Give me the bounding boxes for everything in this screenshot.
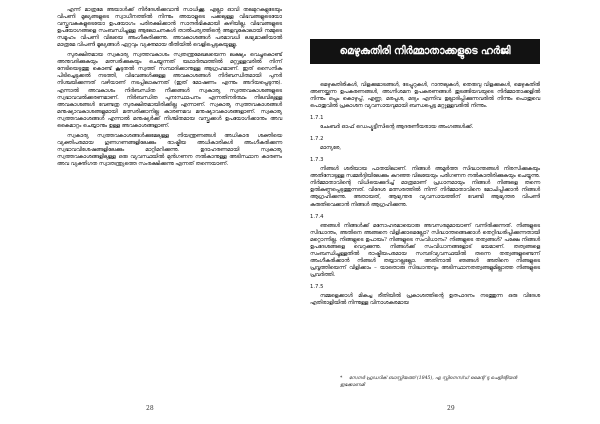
left-paragraph-2: സുരക്ഷിതമായ സ്വകാര്യ സ്വത്തവകാശം സ്വതന്ത്രമേഖലയെന്ന ലക്ഷ്യം വെച്ചുകൊണ്ട് അനുവദിക്കുകയും മത്സരിക്കുകയും ചെയ്യുന്നത് യഥാർത്ഥത്തിൽ മറ്റുള്ളവരിൽ നിന്ന് നേടിയെടുത്തു കൊണ്ട് കൂടുതൽ സ്വത്ത് സമ്പാദിക്കാനുള്ള ആഗ്രഹമാണ്. ഇത് സൈനിക പിടിച്ചെടുക്കൽ നടത്തി, വിഭവങ്ങൾക്കുള്ള അവകാശങ്ങൾ നിർബന്ധിതമായി പുനർ നിശ്ചയിക്കുന്നത് വഴിയാണ് നടപ്പിലാകുന്നത് (ഇത് മോഷണം എന്നും അറിയപ്പെടുന്നു). എന്നാൽ അവകാശം നിർബന്ധിത നീക്കങ്ങൾ സ്വകാര്യ സ്വത്തവകാശങ്ങളുടെ സ്വഭാവവൽക്കരണമാണ്. നിർബന്ധിത പുനഃസ്ഥാപനം എന്നതിനർത്ഥം നിലവിലുള്ള അവകാശങ്ങൾ വേണ്ടത്ര സുരക്ഷിതമായിരിക്കില്ല എന്നാണ്. സ്വകാര്യ സ്വത്തവകാശങ്ങൾ മനുഷ്യാവകാശങ്ങളുമായി മത്സരിക്കാനില്ല കാരണമവ മനുഷ്യാവകാശങ്ങളാണ്. സ്വകാര്യ സ്വത്തവകാശങ്ങൾ എന്നാൽ മനുഷ്യർക്ക് നിശ്ചിതമായ വസ്തുക്കൾ ഉപയോഗിക്കാനും അവ കൈമാറ്റം ചെയ്യാനും ഉള്ള അവകാശങ്ങളാണ്. <box>57 52 282 129</box>
section-text-1-7-4: ഞങ്ങൾ നിങ്ങൾക്ക് മനോഹരമായൊരു അവസരമുമായാണ് വന്നിരിക്കുന്നത്. നിങ്ങളുടെ സിദ്ധാന്തം, അതിനെ അങ്ങനെ വിളിക്കാമെല്ലോ? സിദ്ധാന്തങ്ങെക്കാൾ തെറ്റിദ്ധരിപ്പിക്കുന്നതായി മറ്റൊന്നില്ല. നിങ്ങളുടെ ഉപായം? നിങ്ങളുടെ സംവിധാനം? നിങ്ങളുടെ തത്വങ്ങൾ? പക്ഷേ നിങ്ങൾ ഉപദേശങ്ങളെ വെറുക്കുന്നു. നിങ്ങൾക്ക് സംവിധാനങ്ങളോട് ഭയമാണ്. തത്വങ്ങളെ സംബന്ധിച്ചുള്ളതിൽ രാഷ്ട്രീയപരമായ സമ്പദ്‌വ്യവസ്ഥയിൽ തന്നെ തത്വങ്ങളുണ്ടെന്ന് അംഗീകരിക്കാൻ നിങ്ങൾ തയ്യാറല്ലല്ലോ. അതിനാൽ ഞങ്ങൾ അതിനെ നിങ്ങളുടെ പ്രവൃത്തിയെന്ന് വിളിക്കാം – യാതൊരു സിദ്ധാന്തവും അടിസ്ഥാനതത്വങ്ങളുമില്ലാത്ത നിങ്ങളുടെ പ്രവർത്തി. <box>310 222 540 278</box>
left-paragraph-1: എന്ന് മാത്രമേ അയാൾക്ക് നിർദേശിക്കുവാൻ സാധിക്കൂ. എല്ലാ ഓവി തലമുറകളുടേയും വിപണി മൂല്യങ്ങളുടെ സ്വാധീനത്തിൽ നിന്നും അയാളുടെ പക്കലുള്ള വിഭവങ്ങളുടെയോ വസ്തുവകകളുടെയോ ഉപയോഗം പരിരക്ഷിക്കാൻ സാന്ദർഭികമായി കഴിയില്ല. വിഭവങ്ങളുടെ ഉപയോഗങ്ങളെ സംബന്ധിച്ചുള്ള ആലോചനകൾ താൽപര്യത്തിന്റെ അളവുകോലായി നമ്മുടെ സമൂഹം വിപണി വിലയെ അംഗീകരിക്കുന്നു. അവകാശങ്ങൾ പരമാവധി ലഭ്യമാക്കിയാൽ മാത്രമേ വിപണി മൂല്യങ്ങൾ ഏറ്റവും വ്യക്തമായ രീതിയിൽ വെളിപ്പെടുകയുള്ളൂ. <box>57 7 282 49</box>
footnote <box>340 376 530 389</box>
right-page-number: 29 <box>447 405 455 412</box>
section-text-1-7-5: നമ്മളെക്കാൾ മികച്ച രീതിയിൽ പ്രകാശത്തിന്റെ ഉത്പാദനം നടത്തുന്ന ഒരു വിദേശ എതിരാളിയിൽ നിന്നുള്ള വിനാശകരമായ <box>310 292 540 306</box>
footnote-marker: * <box>340 376 343 381</box>
right-page <box>300 0 600 424</box>
left-text-column <box>57 7 282 171</box>
intro-paragraph: മെഴുകുതിരികൾ, വിളക്കുമാടങ്ങൾ, ടേപ്പുറുകൾ, റാന്തലുകൾ, തെരുവു വിളക്കുകൾ, മെഴുകുതിരി അണയ്ക്കുന്ന ഉപകരണങ്ങൾ, അഗ്നിശമന ഉപകരണങ്ങൾ തുടങ്ങിയവയുടെ നിർമ്മാതാക്കളിൽ നിന്നും ഒപ്പം കൊഴുപ്പ്, എണ്ണ, മരപ്പശ, മദ്യം എന്നിവ ഉല്പാദിപ്പിക്കുന്നവരിൽ നിന്നും പൊതുവെ പൊതുവിൽ പ്രകാശന വ്യവസായവുമായി ബന്ധപ്പെട്ട മറ്റുള്ളവരിൽ നിന്നും. <box>310 82 540 110</box>
section-number-1-7-1: 1.7.1 <box>310 115 324 122</box>
section-text-1-7-2: മാന്യരേ, <box>320 145 342 152</box>
footnote-text: സേനർ ഫ്രഡറിക് ബാസ്റ്റിയത്ത് (1845), എ സ്റ്റിനെസ്ഡ് മൈന്റ് ടു ചെളിന്റിയൻ ഇക്കോണമി <box>340 376 517 388</box>
section-number-1-7-3: 1.7.3 <box>310 157 324 164</box>
chapter-title: മെഴുകുതിരി നിർമ്മാതാക്കളുടെ ഹർജി <box>310 39 540 64</box>
left-page-number: 28 <box>146 405 154 412</box>
section-number-1-7-5: 1.7.5 <box>310 283 324 290</box>
section-number-1-7-2: 1.7.2 <box>310 136 324 143</box>
left-paragraph-3: സ്വകാര്യ സ്വത്തവകാശങ്ങൾക്കുമേലുള്ള നിയന്ത്രണങ്ങൾ അധികാര ശക്തിയെ വ്യക്തിപരമായ ഗുണഗണങ്ങളിലേക്കും രാഷ്ട്രീയ അധികാരികൾ അംഗീകരിക്കുന്ന സ്വഭാവവിശേഷങ്ങളിലേക്കും മാറ്റിമറിക്കുന്നു. ഉദാഹരണമായി സ്വകാര്യ സ്വത്തവകാശങ്ങളിലുള്ള ഒരു വ്യവസ്ഥയിൽ മുൻഗണന നൽകാനുള്ള അടിസ്ഥാന കാരണം അവ വ്യക്തിഗത സ്വാതന്ത്ര്യത്തെ സംരക്ഷിക്കുന്നു എന്നത് തന്നെയാണ്. <box>57 132 282 167</box>
section-text-1-7-3: നിങ്ങൾ ശരിയായ പാതയിലാണ്. നിങ്ങൾ അമൂർത്ത സിദ്ധാന്തങ്ങൾ നിരസിക്കുകയും അതിനോടുള്ള സമ്മർദ്ദിയിലേക്കും കുറഞ്ഞ വിലയേയും പരിഗണന നൽകാതിരിക്കുകയും ചെയ്യുന്നു. നിർമ്മാതാവിന്റെ വിധിയെക്കുറിച്ച് മാത്രമാണ് പ്രധാനമായും നിങ്ങൾ നിങ്ങളെ തന്നെ ഉൽകണ്ഠപ്പെടുത്തുന്നത്. വിദേശ മത്സരത്തിൽ നിന്ന് നിർമ്മാതാവിനെ മോചിപ്പിക്കാൻ നിങ്ങൾ ആഗ്രഹിക്കുന്നു. അതായത്, ആഭ്യന്തര വ്യവസായത്തിന് വേണ്ടി ആഭ്യന്തര വിപണി കരുതിവെക്കാൻ നിങ്ങൾ ആഗ്രഹിക്കുന്നു. <box>310 166 540 208</box>
section-text-1-7-1: ചേംബർ ഓഫ് ഡെപ്യൂട്ടീസിന്റെ ആദരണീയരായ അംഗങ്ങൾക്ക്. <box>320 124 474 131</box>
right-text-column <box>310 7 540 310</box>
section-number-1-7-4: 1.7.4 <box>310 213 324 220</box>
